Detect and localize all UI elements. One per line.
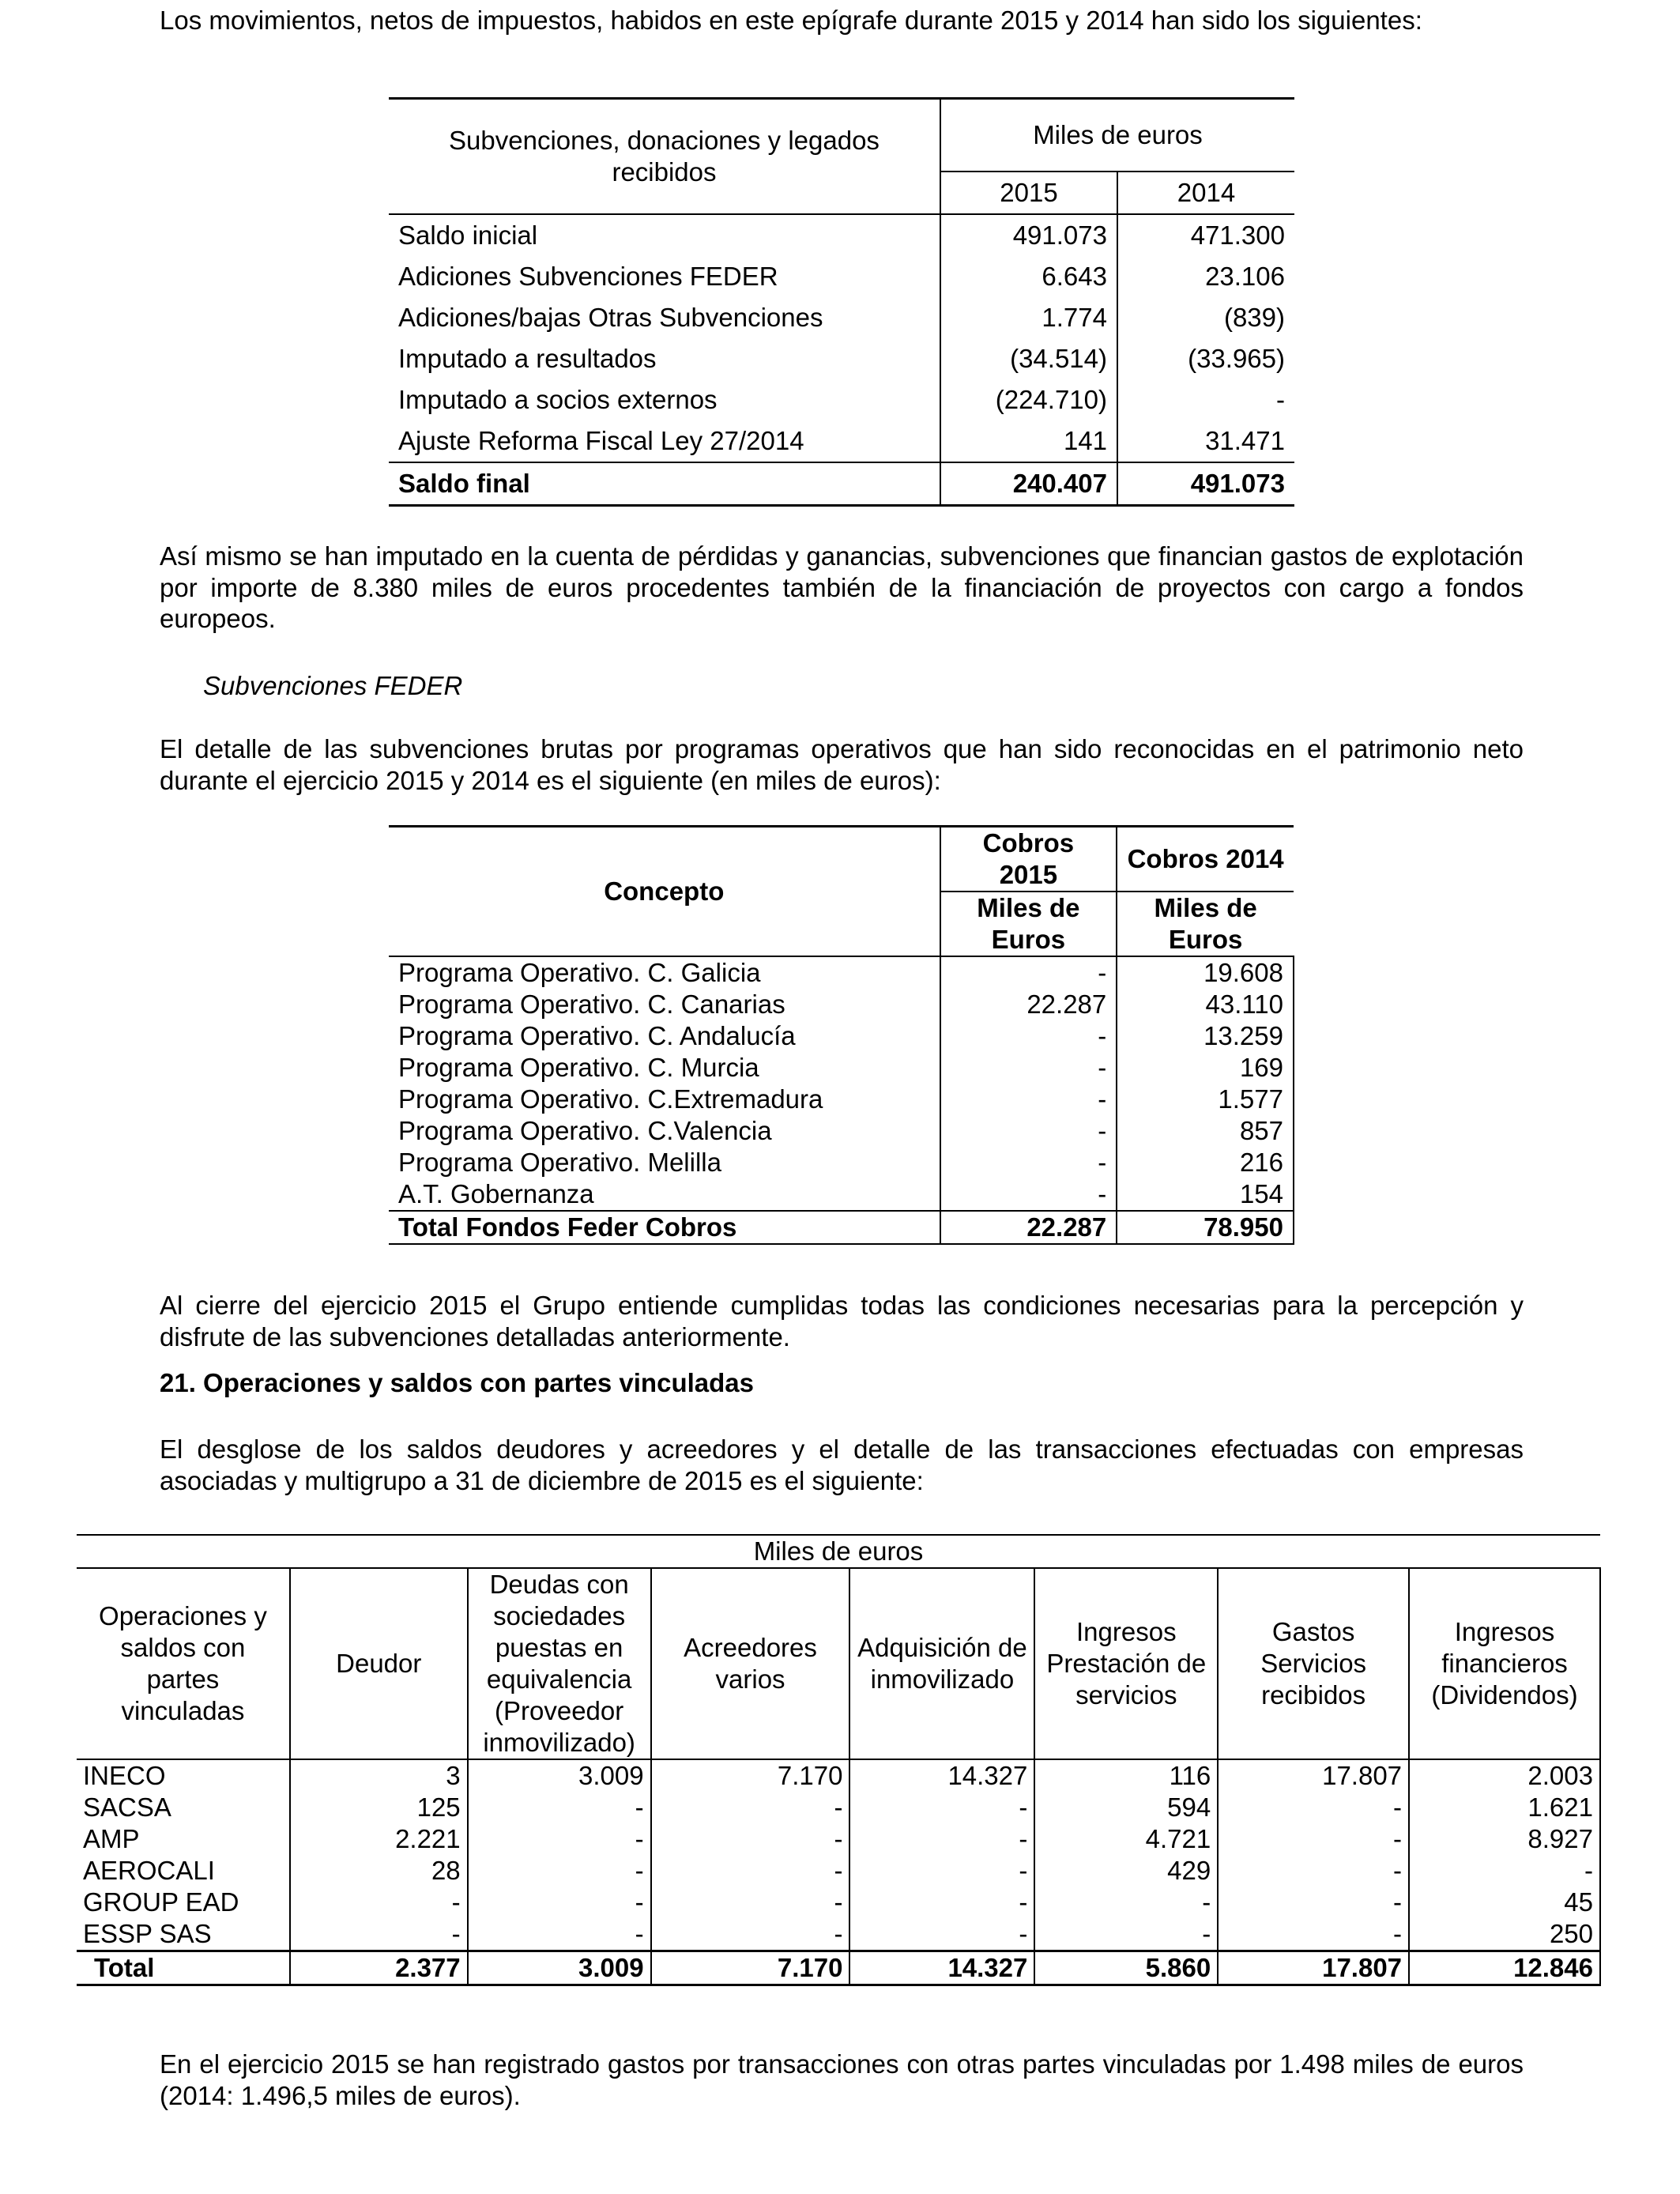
table3-cell: 429 <box>1034 1855 1218 1887</box>
table3-row-label: AMP <box>83 1824 140 1853</box>
table3-cell: - <box>1034 1918 1218 1951</box>
table3-column-header: Deudas con sociedades puestas en equivalencia (Proveedor inmovilizado) <box>468 1568 651 1759</box>
table3-cell: - <box>651 1855 850 1887</box>
table2-col2-top: Cobros 2014 <box>1117 827 1294 892</box>
table3-cell: 17.807 <box>1218 1759 1409 1792</box>
table1-header-label: Subvenciones, donaciones y legados recibidos <box>389 99 940 215</box>
table3-cell: - <box>1218 1855 1409 1887</box>
table2-header-concept: Concepto <box>389 827 940 957</box>
feder-intro-paragraph: El detalle de las subvenciones brutas por programas operativos que han sido reconocidas en el patrimonio neto durante el ejercicio 2015 y 2014 es el siguiente (en miles de euros): <box>160 734 1524 795</box>
table1-row-label: Adiciones/bajas Otras Subvenciones <box>398 303 823 333</box>
table1-year-2015: 2015 <box>940 172 1117 214</box>
table2-total-2015: 22.287 <box>940 1211 1117 1244</box>
table3-cell: - <box>849 1792 1034 1823</box>
table2-col1-sub: Miles de Euros <box>940 892 1117 956</box>
table1-row <box>389 214 1294 256</box>
table2-row <box>389 1115 1294 1147</box>
table1-row <box>389 420 1294 462</box>
table2-row-label: A.T. Gobernanza <box>398 1179 594 1208</box>
table2-row-2014: 216 <box>1117 1147 1294 1178</box>
table2-row-label: Programa Operativo. C. Murcia <box>398 1053 759 1082</box>
table1-row-2015: 141 <box>940 420 1117 462</box>
table1-row-2015: 6.643 <box>940 256 1117 297</box>
table3-total-cell: 12.846 <box>1409 1951 1600 1985</box>
table3-cell: 3 <box>290 1759 468 1792</box>
table3-total-cell: 5.860 <box>1034 1951 1218 1985</box>
table3-total-cell: 3.009 <box>468 1951 651 1985</box>
table3-cell: 2.003 <box>1409 1759 1600 1792</box>
table3-cell: - <box>1218 1918 1409 1951</box>
table3-row-label: ESSP SAS <box>83 1919 212 1948</box>
table3-column-header: Ingresos Prestación de servicios <box>1034 1568 1218 1759</box>
table3-row <box>77 1887 1600 1918</box>
table3-cell: - <box>651 1792 850 1823</box>
table1-row-2015: (34.514) <box>940 338 1117 379</box>
table2-row-label: Programa Operativo. C. Galicia <box>398 958 761 987</box>
desglose-paragraph: El desglose de los saldos deudores y acreedores y el detalle de las transacciones efectuadas con empresas asociadas y multigrupo a 31 de diciembre de 2015 es el siguiente: <box>160 1434 1524 1495</box>
table3-column-header: Operaciones y saldos con partes vinculadas <box>77 1568 290 1759</box>
table3-cell: - <box>1218 1823 1409 1855</box>
final-paragraph: En el ejercicio 2015 se han registrado gastos por transacciones con otras partes vinculadas por 1.498 miles de euros (2014: 1.496,5 miles de euros). <box>160 2049 1524 2110</box>
table3-total-row <box>77 1951 1600 1985</box>
table2-row <box>389 1147 1294 1178</box>
table2-row-label: Programa Operativo. C.Extremadura <box>398 1084 823 1114</box>
table2-total-label: Total Fondos Feder Cobros <box>389 1211 940 1244</box>
table2-row-2014: 13.259 <box>1117 1020 1294 1052</box>
table1-row-2014: (839) <box>1117 297 1294 338</box>
table2-col2-sub: Miles de Euros <box>1117 892 1294 956</box>
table3-cell: 4.721 <box>1034 1823 1218 1855</box>
table3-cell: 28 <box>290 1855 468 1887</box>
table2-row-label: Programa Operativo. C.Valencia <box>398 1116 772 1145</box>
table2-row <box>389 1178 1294 1211</box>
table1-row-2015: 491.073 <box>940 214 1117 256</box>
table3-total-cell: 7.170 <box>651 1951 850 1985</box>
table1-total-label: Saldo final <box>389 462 940 506</box>
table3-total-cell: 14.327 <box>849 1951 1034 1985</box>
table1-row-label: Ajuste Reforma Fiscal Ley 27/2014 <box>398 426 804 456</box>
table3-cell: - <box>849 1887 1034 1918</box>
table2-row <box>389 1020 1294 1052</box>
table3-cell: - <box>1218 1792 1409 1823</box>
table3-row <box>77 1918 1600 1951</box>
table3-cell: 8.927 <box>1409 1823 1600 1855</box>
table3-row <box>77 1792 1600 1823</box>
table3-cell: - <box>1034 1887 1218 1918</box>
table2-row-2014: 169 <box>1117 1052 1294 1084</box>
table3-cell: - <box>651 1918 850 1951</box>
table2-row-2014: 43.110 <box>1117 989 1294 1020</box>
table2-col1-top: Cobros 2015 <box>940 827 1117 892</box>
table2-row-2015: 22.287 <box>940 989 1117 1020</box>
table3-cell: - <box>1218 1887 1409 1918</box>
table3-cell: - <box>290 1887 468 1918</box>
table3-column-header: Ingresos financieros (Dividendos) <box>1409 1568 1600 1759</box>
table3-row-label: INECO <box>83 1761 166 1790</box>
table2-row <box>389 1052 1294 1084</box>
table3-cell: - <box>468 1823 651 1855</box>
table3-cell: 45 <box>1409 1887 1600 1918</box>
table3-total-label: Total <box>77 1951 290 1985</box>
table3-column-header: Gastos Servicios recibidos <box>1218 1568 1409 1759</box>
table2-row-2014: 19.608 <box>1117 956 1294 989</box>
table1-row-label: Imputado a resultados <box>398 344 657 374</box>
table3-cell: - <box>651 1823 850 1855</box>
table1-year-2014: 2014 <box>1117 172 1294 214</box>
section-21-heading: 21. Operaciones y saldos con partes vinculadas <box>160 1368 754 1397</box>
cierre-paragraph: Al cierre del ejercicio 2015 el Grupo entiende cumplidas todas las condiciones necesarias para la percepción y disfrute de las subvenciones detalladas anteriormente. <box>160 1291 1524 1351</box>
partes-vinculadas-table <box>77 1534 1601 1986</box>
table1-total-2015: 240.407 <box>940 462 1117 506</box>
table3-cell: 2.221 <box>290 1823 468 1855</box>
table3-column-header: Acreedores varios <box>651 1568 850 1759</box>
table3-cell: 7.170 <box>651 1759 850 1792</box>
table2-row <box>389 989 1294 1020</box>
table3-row <box>77 1855 1600 1887</box>
table1-row-2015: (224.710) <box>940 379 1117 420</box>
table1-total-2014: 491.073 <box>1117 462 1294 506</box>
table3-cell: 594 <box>1034 1792 1218 1823</box>
table1-row-2015: 1.774 <box>940 297 1117 338</box>
table1-row <box>389 297 1294 338</box>
table2-row-2014: 857 <box>1117 1115 1294 1147</box>
table1-total-row <box>389 462 1294 506</box>
table3-cell: 116 <box>1034 1759 1218 1792</box>
subvenciones-movements-table <box>389 97 1294 507</box>
table1-row <box>389 256 1294 297</box>
table2-row <box>389 956 1294 989</box>
table3-row-label: SACSA <box>83 1793 171 1822</box>
table1-row-2014: 471.300 <box>1117 214 1294 256</box>
table2-row <box>389 1084 1294 1115</box>
table2-row-2014: 154 <box>1117 1178 1294 1211</box>
table3-cell: - <box>849 1823 1034 1855</box>
table2-row-2015: - <box>940 1178 1117 1211</box>
table2-row-label: Programa Operativo. C. Andalucía <box>398 1021 796 1050</box>
table1-row-2014: 31.471 <box>1117 420 1294 462</box>
table2-row-2015: - <box>940 1020 1117 1052</box>
table3-total-cell: 17.807 <box>1218 1951 1409 1985</box>
table3-cell: 250 <box>1409 1918 1600 1951</box>
table2-row-label: Programa Operativo. Melilla <box>398 1148 721 1177</box>
table3-cell: 3.009 <box>468 1759 651 1792</box>
table3-cell: - <box>849 1918 1034 1951</box>
table2-total-2014: 78.950 <box>1117 1211 1294 1244</box>
table3-cell: - <box>468 1855 651 1887</box>
table2-row-2015: - <box>940 1147 1117 1178</box>
table1-row <box>389 338 1294 379</box>
table3-cell: - <box>849 1855 1034 1887</box>
table3-row <box>77 1823 1600 1855</box>
table2-row-2015: - <box>940 1084 1117 1115</box>
table3-column-header: Adquisición de inmovilizado <box>849 1568 1034 1759</box>
table3-row <box>77 1759 1600 1792</box>
table2-row-label: Programa Operativo. C. Canarias <box>398 990 785 1019</box>
table3-cell: - <box>468 1918 651 1951</box>
table3-column-header: Deudor <box>290 1568 468 1759</box>
table3-cell: - <box>290 1918 468 1951</box>
table2-row-2015: - <box>940 1052 1117 1084</box>
table3-row-label: AEROCALI <box>83 1856 215 1885</box>
table2-row-2015: - <box>940 1115 1117 1147</box>
table1-row-2014: 23.106 <box>1117 256 1294 297</box>
table2-total-row <box>389 1211 1294 1244</box>
feder-cobros-table <box>389 825 1294 1245</box>
table1-header-group: Miles de euros <box>940 99 1294 172</box>
table3-group-header: Miles de euros <box>77 1535 1600 1568</box>
table1-row-2014: (33.965) <box>1117 338 1294 379</box>
table2-row-2014: 1.577 <box>1117 1084 1294 1115</box>
table1-row-label: Saldo inicial <box>398 221 538 251</box>
feder-heading: Subvenciones FEDER <box>203 671 463 700</box>
table3-row-label: GROUP EAD <box>83 1887 239 1917</box>
table1-row-2014: - <box>1117 379 1294 420</box>
table1-row-label: Imputado a socios externos <box>398 385 718 415</box>
table3-cell: - <box>468 1792 651 1823</box>
table3-cell: - <box>468 1887 651 1918</box>
intro-paragraph: Los movimientos, netos de impuestos, habidos en este epígrafe durante 2015 y 2014 han sido los siguientes: <box>160 6 1422 35</box>
table3-cell: 125 <box>290 1792 468 1823</box>
table2-row-2015: - <box>940 956 1117 989</box>
table3-cell: - <box>651 1887 850 1918</box>
table3-cell: 1.621 <box>1409 1792 1600 1823</box>
explotacion-paragraph: Así mismo se han imputado en la cuenta de pérdidas y ganancias, subvenciones que financian gastos de explotación por importe de 8.380 miles de euros procedentes también de la financiación de proyectos con cargo a fondos europeos. <box>160 541 1524 634</box>
table3-cell: 14.327 <box>849 1759 1034 1792</box>
table1-row <box>389 379 1294 420</box>
table3-cell: - <box>1409 1855 1600 1887</box>
table1-row-label: Adiciones Subvenciones FEDER <box>398 262 778 292</box>
table3-total-cell: 2.377 <box>290 1951 468 1985</box>
